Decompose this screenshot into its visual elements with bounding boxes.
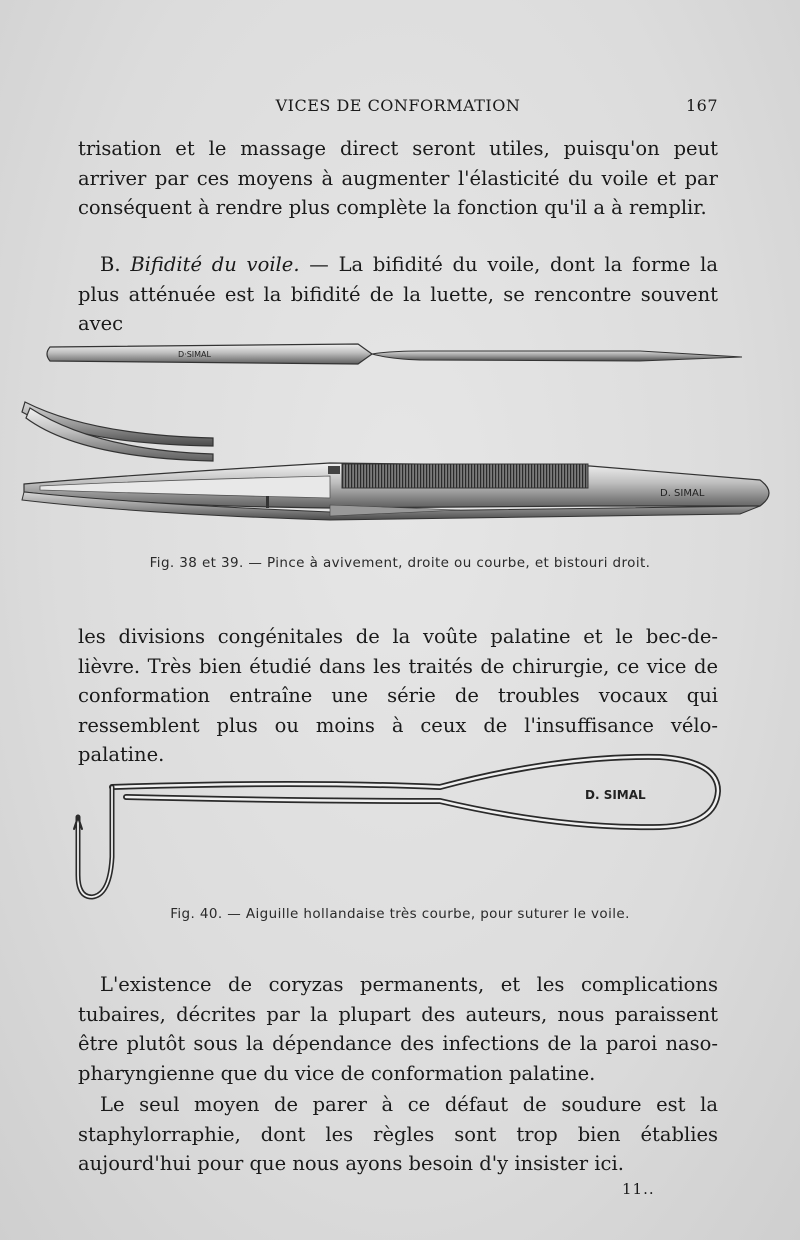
section-letter: B. bbox=[100, 253, 131, 276]
figure-38-39-caption: Fig. 38 et 39. — Pince à avivement, droite ou courbe, et bistouri droit. bbox=[149, 555, 651, 571]
forceps-maker-mark: D. SIMAL bbox=[660, 488, 705, 499]
section-heading: Bifidité du voile. bbox=[130, 253, 300, 276]
figure-40-illustration bbox=[0, 745, 800, 905]
figure-40-caption: Fig. 40. — Aiguille hollandaise très courbe, pour suturer le voile. bbox=[170, 906, 630, 922]
straight-forceps-icon bbox=[22, 463, 769, 520]
paragraph-5: Le seul moyen de parer à ce défaut de soudure est la staphylorraphie, dont les règles sont trop bien établies aujourd'hui pour que nous ayons besoin d'y insister ici. bbox=[78, 1093, 718, 1175]
header-title: VICES DE CONFORMATION bbox=[275, 96, 521, 115]
page-number: 167 bbox=[685, 96, 718, 115]
signature-mark: 11.. bbox=[622, 1180, 655, 1198]
curved-forceps-tips-icon bbox=[22, 402, 213, 461]
curved-needle-icon bbox=[74, 757, 718, 897]
paragraph-4: L'existence de coryzas permanents, et les complications tubaires, décrites par la plupart des auteurs, nous paraissent être plutôt sous la dépendance des infections de la paroi naso-pharyngienne que du vice de conformation palatine. bbox=[78, 973, 718, 1085]
paragraph-3: les divisions congénitales de la voûte palatine et le bec-de-lièvre. Très bien étudié dans les traités de chirurgie, ce vice de conformation entraîne une série de troubles vocaux qui ressemblent plus ou moins à ceux de l'insuffisance vélo-palatine. bbox=[78, 625, 718, 766]
paragraph-1: trisation et le massage direct seront utiles, puisqu'on peut arriver par ces moyens à augmenter l'élasticité du voile et par conséquent à rendre plus complète la fonction qu'il a à remplir. bbox=[78, 137, 718, 219]
running-header bbox=[78, 96, 718, 120]
needle-maker-mark: D. SIMAL bbox=[585, 788, 646, 802]
scalpel-icon bbox=[47, 344, 742, 364]
paragraph-2 bbox=[78, 250, 718, 339]
figure-38-39-illustration bbox=[0, 330, 800, 530]
paragraph-2-text: — La bifidité du voile, dont la forme la plus atténuée est la bifidité de la luette, se rencontre souvent avec bbox=[78, 253, 719, 335]
scalpel-maker-mark: D·SIMAL bbox=[178, 350, 211, 359]
